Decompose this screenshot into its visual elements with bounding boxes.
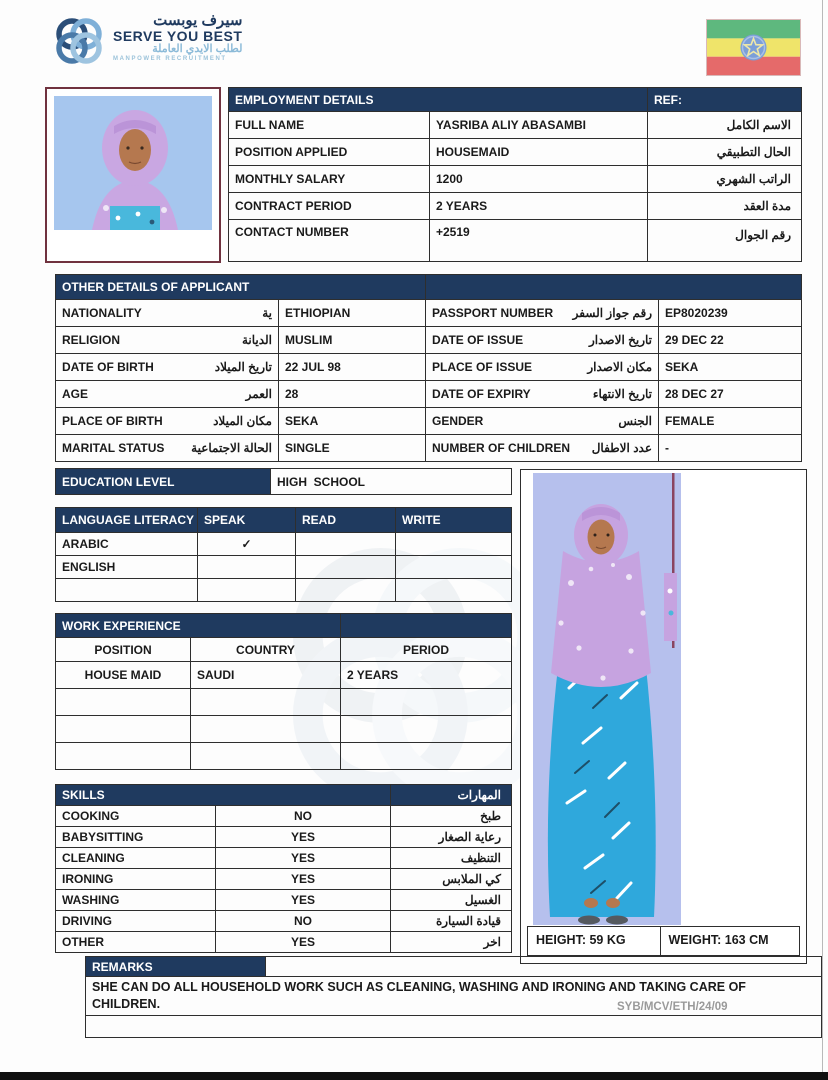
table-row xyxy=(56,662,512,689)
weight-value: WEIGHT: 163 CM xyxy=(660,926,801,956)
other-skill-label: OTHER xyxy=(56,932,216,953)
full-body-photo-frame xyxy=(520,469,807,964)
monthly-salary-arabic: الراتب الشهري xyxy=(648,166,802,193)
work-period-cell xyxy=(341,743,512,770)
height-value: HEIGHT: 59 KG xyxy=(527,926,661,956)
portrait-photo xyxy=(54,96,212,230)
work-period-cell xyxy=(341,716,512,743)
english-speak-cell xyxy=(198,556,296,579)
empty-read-cell xyxy=(296,579,396,602)
language-english-label: ENGLISH xyxy=(56,556,198,579)
skills-title-arabic: المهارات xyxy=(391,785,512,806)
write-header: WRITE xyxy=(396,508,512,533)
marital-status-value: SINGLE xyxy=(279,435,426,462)
babysitting-value: YES xyxy=(216,827,391,848)
work-position-cell xyxy=(56,689,191,716)
table-row xyxy=(56,556,512,579)
contact-number-value: +2519 xyxy=(430,220,648,262)
place-of-birth-value: SEKA xyxy=(279,408,426,435)
work-country-cell xyxy=(191,716,341,743)
contact-number-label: CONTACT NUMBER xyxy=(229,220,430,262)
nationality-value: ETHIOPIAN xyxy=(279,300,426,327)
table-row xyxy=(56,911,512,932)
full-name-arabic: الاسم الكامل xyxy=(648,112,802,139)
table-row xyxy=(56,743,512,770)
contract-period-value: 2 YEARS xyxy=(430,193,648,220)
arabic-speak-checkmark: ✓ xyxy=(198,533,296,556)
education-level-value: HIGH SCHOOL xyxy=(271,469,512,495)
logo-english-name: SERVE YOU BEST xyxy=(113,28,243,45)
language-arabic-label: ARABIC xyxy=(56,533,198,556)
work-experience-title-spacer xyxy=(341,614,512,638)
logo-arabic-name: سيرف يوبست xyxy=(153,12,243,29)
remarks-title: REMARKS xyxy=(86,957,266,977)
work-experience-table xyxy=(55,613,512,770)
table-row xyxy=(229,112,802,139)
language-literacy-header: LANGUAGE LITERACY xyxy=(56,508,198,533)
education-level-label: EDUCATION LEVEL xyxy=(56,469,271,495)
table-row xyxy=(229,220,802,262)
table-row xyxy=(56,300,802,327)
remarks-title-spacer xyxy=(266,957,822,977)
logo-arabic-tagline: لطلب الايدي العاملة xyxy=(152,43,243,56)
work-position-cell xyxy=(56,716,191,743)
table-row xyxy=(56,827,512,848)
religion-label: RELIGION الديانة xyxy=(56,327,279,354)
table-row xyxy=(56,716,512,743)
empty-speak-cell xyxy=(198,579,296,602)
work-country-cell xyxy=(191,689,341,716)
babysitting-label: BABYSITTING xyxy=(56,827,216,848)
table-row xyxy=(56,533,512,556)
speak-header: SPEAK xyxy=(198,508,296,533)
passport-number-value: EP8020239 xyxy=(659,300,802,327)
work-country-cell: SAUDI xyxy=(191,662,341,689)
employment-details-title: EMPLOYMENT DETAILS xyxy=(229,88,648,112)
washing-arabic: الغسيل xyxy=(391,890,512,911)
work-period-cell xyxy=(341,689,512,716)
full-body-photo xyxy=(533,473,681,925)
washing-value: YES xyxy=(216,890,391,911)
arabic-read-cell xyxy=(296,533,396,556)
arabic-write-cell xyxy=(396,533,512,556)
english-read-cell xyxy=(296,556,396,579)
age-label: AGE العمر xyxy=(56,381,279,408)
table-row xyxy=(56,579,512,602)
other-details-table xyxy=(55,274,802,462)
date-of-birth-value: 22 JUL 98 xyxy=(279,354,426,381)
gender-label: GENDER الجنس xyxy=(426,408,659,435)
work-position-cell: HOUSE MAID xyxy=(56,662,191,689)
country-header: COUNTRY xyxy=(191,638,341,662)
table-row xyxy=(56,354,802,381)
babysitting-arabic: رعاية الصغار xyxy=(391,827,512,848)
place-of-issue-value: SEKA xyxy=(659,354,802,381)
age-value: 28 xyxy=(279,381,426,408)
table-row xyxy=(229,166,802,193)
ironing-arabic: كي الملابس xyxy=(391,869,512,890)
portrait-photo-frame xyxy=(45,87,221,263)
table-row xyxy=(56,381,802,408)
number-of-children-label: NUMBER OF CHILDREN عدد الاطفال xyxy=(426,435,659,462)
date-of-expiry-value: 28 DEC 27 xyxy=(659,381,802,408)
work-period-cell: 2 YEARS xyxy=(341,662,512,689)
logo-english-tagline: MANPOWER RECRUITMENT xyxy=(113,56,227,63)
employment-details-table xyxy=(228,87,802,262)
position-header: POSITION xyxy=(56,638,191,662)
skills-title: SKILLS xyxy=(56,785,391,806)
full-name-value: YASRIBA ALIY ABASAMBI xyxy=(430,112,648,139)
full-name-label: FULL NAME xyxy=(229,112,430,139)
driving-value: NO xyxy=(216,911,391,932)
remarks-empty-row xyxy=(86,1016,822,1038)
work-position-cell xyxy=(56,743,191,770)
number-of-children-value: - xyxy=(659,435,802,462)
position-applied-value: HOUSEMAID xyxy=(430,139,648,166)
table-row xyxy=(56,689,512,716)
empty-write-cell xyxy=(396,579,512,602)
cleaning-label: CLEANING xyxy=(56,848,216,869)
marital-status-label: MARITAL STATUS الحالة الاجتماعية xyxy=(56,435,279,462)
remarks-text: SHE CAN DO ALL HOUSEHOLD WORK SUCH AS CLEANING, WASHING AND IRONING AND TAKING CARE OF CHILDREN. xyxy=(86,977,822,1016)
driving-label: DRIVING xyxy=(56,911,216,932)
cooking-arabic: طبخ xyxy=(391,806,512,827)
religion-value: MUSLIM xyxy=(279,327,426,354)
language-empty-label xyxy=(56,579,198,602)
logo-knot-icon xyxy=(52,13,106,69)
date-of-issue-label: DATE OF ISSUE تاريخ الاصدار xyxy=(426,327,659,354)
contact-number-arabic: رقم الجوال xyxy=(648,220,802,262)
other-skill-value: YES xyxy=(216,932,391,953)
place-of-birth-label: PLACE OF BIRTH مكان الميلاد xyxy=(56,408,279,435)
table-row xyxy=(56,869,512,890)
other-skill-arabic: اخر xyxy=(391,932,512,953)
contract-period-arabic: مدة العقد xyxy=(648,193,802,220)
place-of-issue-label: PLACE OF ISSUE مكان الاصدار xyxy=(426,354,659,381)
ethiopia-flag-icon xyxy=(706,19,801,76)
gender-value: FEMALE xyxy=(659,408,802,435)
nationality-label: NATIONALITY ية xyxy=(56,300,279,327)
ref-label: REF: xyxy=(648,88,802,112)
scan-bottom-edge xyxy=(0,1072,828,1080)
table-row xyxy=(56,435,802,462)
date-of-issue-value: 29 DEC 22 xyxy=(659,327,802,354)
table-row xyxy=(56,806,512,827)
table-row xyxy=(56,408,802,435)
cooking-value: NO xyxy=(216,806,391,827)
table-row xyxy=(56,848,512,869)
ironing-label: IRONING xyxy=(56,869,216,890)
work-country-cell xyxy=(191,743,341,770)
position-applied-label: POSITION APPLIED xyxy=(229,139,430,166)
table-row xyxy=(56,890,512,911)
cleaning-value: YES xyxy=(216,848,391,869)
skills-table xyxy=(55,784,512,953)
date-of-expiry-label: DATE OF EXPIRY تاريخ الانتهاء xyxy=(426,381,659,408)
language-literacy-table xyxy=(55,507,512,602)
agency-logo xyxy=(52,13,242,69)
scan-edge-line xyxy=(822,0,823,1080)
table-row xyxy=(56,932,512,953)
logo-text xyxy=(113,13,242,63)
document-serial-number: SYB/MCV/ETH/24/09 xyxy=(617,1001,728,1013)
monthly-salary-label: MONTHLY SALARY xyxy=(229,166,430,193)
remarks-table xyxy=(85,956,822,1038)
height-weight-row xyxy=(527,926,800,956)
contract-period-label: CONTRACT PERIOD xyxy=(229,193,430,220)
cooking-label: COOKING xyxy=(56,806,216,827)
other-details-title-spacer xyxy=(426,275,802,300)
work-experience-title: WORK EXPERIENCE xyxy=(56,614,341,638)
passport-number-label: PASSPORT NUMBER رقم جواز السفر xyxy=(426,300,659,327)
education-level-table xyxy=(55,468,512,495)
date-of-birth-label: DATE OF BIRTH تاريخ الميلاد xyxy=(56,354,279,381)
english-write-cell xyxy=(396,556,512,579)
table-row xyxy=(56,327,802,354)
washing-label: WASHING xyxy=(56,890,216,911)
read-header: READ xyxy=(296,508,396,533)
period-header: PERIOD xyxy=(341,638,512,662)
table-row xyxy=(229,139,802,166)
position-applied-arabic: الحال التطبيقي xyxy=(648,139,802,166)
monthly-salary-value: 1200 xyxy=(430,166,648,193)
driving-arabic: قيادة السيارة xyxy=(391,911,512,932)
cleaning-arabic: التنظيف xyxy=(391,848,512,869)
other-details-title: OTHER DETAILS OF APPLICANT xyxy=(56,275,426,300)
table-row xyxy=(229,193,802,220)
ironing-value: YES xyxy=(216,869,391,890)
